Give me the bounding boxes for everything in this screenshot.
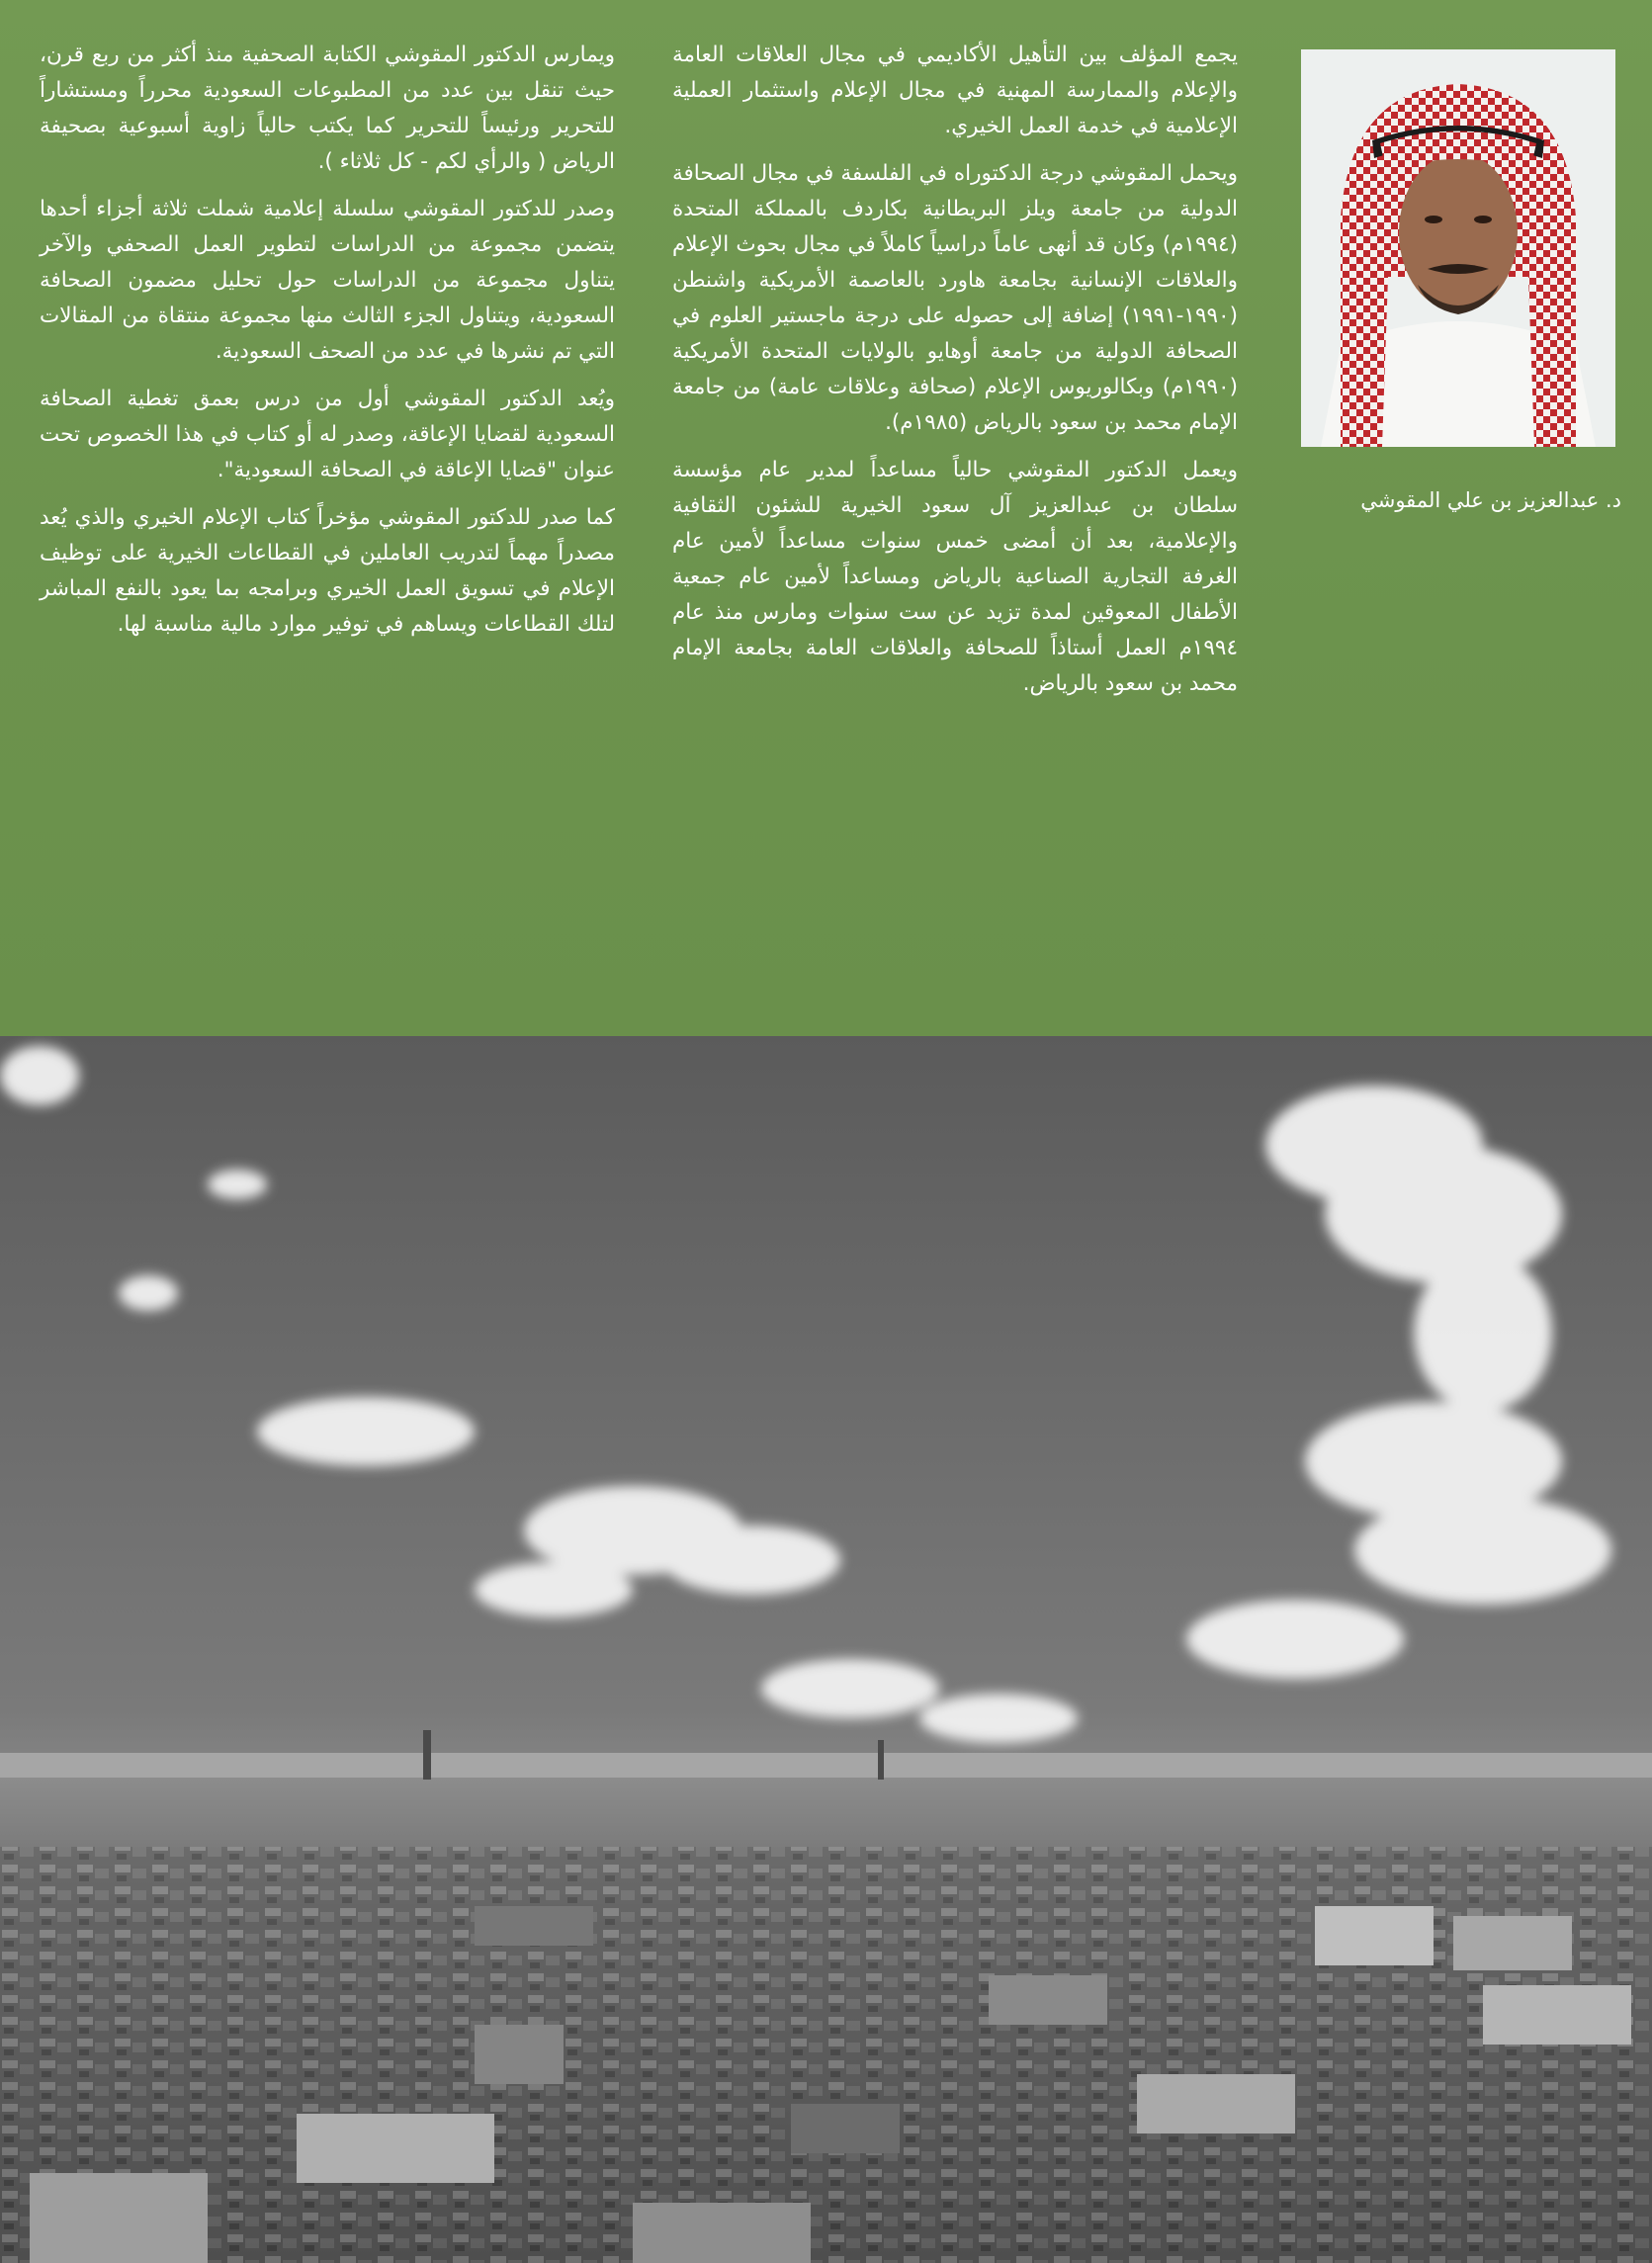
paragraph: وصدر للدكتور المقوشي سلسلة إعلامية شملت ثلاثة أجزاء أحدها يتضمن مجموعة من الدراسات لتطوير العمل الصحفي والآخر يتناول مجموعة من الدراسات حول تحليل مضمون الصحافة السعودية، ويتناول الجزء الثالث منها مجموعة منتقاة من المقالات التي تم نشرها في عدد من الصحف السعودية. [40, 197, 615, 364]
city-skyline-photo [0, 1036, 1652, 2263]
paragraph: ويعمل الدكتور المقوشي حالياً مساعداً لمدير عام مؤسسة سلطان بن عبدالعزيز آل سعود الخيرية للشئون الثقافية والإعلامية، بعد أن أمضى خمس سنوات مساعداً لأمين عام الغرفة التجارية الصناعية بالرياض ومساعداً لأمين عام جمعية الأطفال المعوقين لمدة تزيد عن ست سنوات ومارس منذ عام ١٩٩٤م العمل أستاذاً للصحافة والعلاقات العامة بجامعة الإمام محمد بن سعود بالرياض. [672, 458, 1238, 696]
paragraph: ويُعد الدكتور المقوشي أول من درس بعمق تغطية الصحافة السعودية لقضايا الإعاقة، وصدر له أو كتاب في هذا الخصوص تحت عنوان "قضايا الإعاقة في الصحافة السعودية". [40, 387, 615, 482]
text-column-left [40, 38, 615, 654]
city-skyline-image [0, 1036, 1652, 2263]
paragraph: ويمارس الدكتور المقوشي الكتابة الصحفية منذ أكثر من ربع قرن، حيث تنقل بين عدد من المطبوعات السعودية محرراً ومستشاراً للتحرير ورئيساً للتحرير كما يكتب حالياً زاوية أسبوعية بصحيفة الرياض ( والرأي لكم - كل ثلاثاء ). [40, 43, 615, 174]
paragraph: ويحمل المقوشي درجة الدكتوراه في الفلسفة في مجال الصحافة الدولية من جامعة ويلز البريطانية بكاردف بالمملكة المتحدة (١٩٩٤م) وكان قد أنهى عاماً دراسياً كاملاً في مجال بحوث الإعلام والعلاقات الإنسانية بجامعة هاورد بالعاصمة الأمريكية واشنطن (١٩٩٠-١٩٩١) إضافة إلى حصوله على درجة ماجستير العلوم في الصحافة الدولية من جامعة أوهايو بالولايات المتحدة الأمريكية (١٩٩٠م) وبكالوريوس الإعلام (صحافة وعلاقات عامة) من جامعة الإمام محمد بن سعود بالرياض (١٩٨٥م). [672, 161, 1238, 435]
text-column-right [672, 38, 1238, 714]
author-portrait-image [1301, 49, 1615, 447]
paragraph: يجمع المؤلف بين التأهيل الأكاديمي في مجال العلاقات العامة والإعلام والممارسة المهنية في مجال الإعلام واستثمار العملية الإعلامية في خدمة العمل الخيري. [672, 43, 1238, 138]
author-caption: د. عبدالعزيز بن علي المقوشي [1360, 488, 1621, 512]
author-portrait [1301, 49, 1615, 447]
paragraph: كما صدر للدكتور المقوشي مؤخراً كتاب الإعلام الخيري والذي يُعد مصدراً مهماً لتدريب العاملين في القطاعات الخيرية على توظيف الإعلام في تسويق العمل الخيري وبرامجه بما يعود بالنفع المباشر لتلك القطاعات ويساهم في توفير موارد مالية مناسبة لها. [40, 505, 615, 637]
